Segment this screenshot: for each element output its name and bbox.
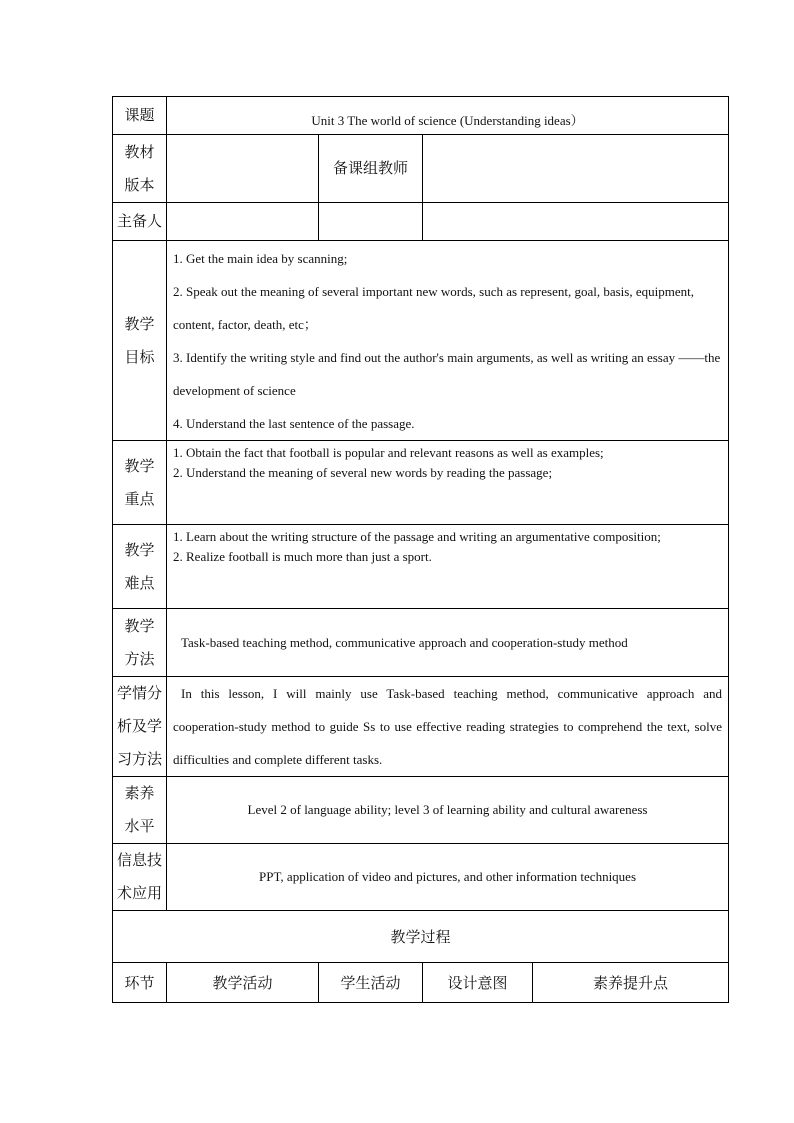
objectives-row [113, 241, 729, 441]
literacy-label-line-1: 素养 [124, 784, 155, 802]
methods-label-line-1: 教学 [124, 616, 155, 635]
lead-label: 主备人 [113, 203, 167, 241]
textbook-value [167, 135, 319, 203]
objective-item: 2. Speak out the meaning of several important new words, such as represent, goal, basis, equipment, content, factor, death, etc； [173, 283, 694, 332]
methods-label [113, 609, 167, 677]
key-points-label-line-2: 重点 [124, 489, 155, 508]
it-row [113, 844, 729, 911]
topic-label: 课题 [113, 97, 167, 135]
lead-value [167, 203, 319, 241]
lead-extra-1 [319, 203, 423, 241]
objective-item: 3. Identify the writing style and find out the author's main arguments, as well as writing an essay ——the development of science [173, 349, 721, 398]
analysis-label-line-1: 学情分 [116, 684, 162, 702]
process-title-row [113, 911, 729, 963]
difficulties-label-line-1: 教学 [124, 540, 155, 559]
textbook-label-line-2: 版本 [124, 175, 155, 194]
methods-value: Task-based teaching method, communicative approach and cooperation-study method [167, 609, 729, 677]
key-points-label [113, 441, 167, 525]
analysis-row [113, 677, 729, 777]
objectives-label-line-2: 目标 [124, 347, 155, 366]
difficulty-item: 1. Learn about the writing structure of the passage and writing an argumentative composition; [173, 529, 661, 544]
lead-row [113, 203, 729, 241]
methods-label-line-2: 方法 [124, 649, 155, 668]
it-label-line-1: 信息技 [116, 851, 162, 869]
process-header-stage: 环节 [113, 963, 167, 1003]
objectives-label [113, 241, 167, 441]
prep-group-value [423, 135, 729, 203]
key-point-item: 1. Obtain the fact that football is popular and relevant reasons as well as examples; [173, 445, 604, 460]
objective-item: 1. Get the main idea by scanning; [173, 250, 348, 266]
key-point-item: 2. Understand the meaning of several new words by reading the passage; [173, 465, 553, 480]
topic-row [113, 97, 729, 135]
objectives-content [167, 241, 729, 441]
process-title: 教学过程 [113, 911, 729, 963]
process-header-student-activity: 学生活动 [319, 963, 423, 1003]
textbook-label [113, 135, 167, 203]
process-header-literacy-point: 素养提升点 [533, 963, 729, 1003]
difficulties-row [113, 525, 729, 609]
objective-item: 4. Understand the last sentence of the passage. [173, 415, 415, 431]
process-header-row [113, 963, 729, 1003]
it-value: PPT, application of video and pictures, and other information techniques [167, 844, 729, 911]
textbook-label-line-1: 教材 [124, 142, 155, 161]
difficulty-item: 2. Realize football is much more than just a sport. [173, 549, 432, 564]
analysis-label-line-3: 习方法 [116, 750, 162, 768]
prep-group-label: 备课组教师 [319, 135, 423, 203]
process-header-teacher-activity: 教学活动 [167, 963, 319, 1003]
key-points-content [167, 441, 729, 525]
literacy-row [113, 777, 729, 844]
literacy-label [113, 777, 167, 844]
analysis-label-line-2: 析及学 [116, 717, 162, 735]
it-label-line-2: 术应用 [116, 884, 162, 902]
objectives-label-line-1: 教学 [124, 314, 155, 333]
lead-extra-2 [423, 203, 729, 241]
textbook-row [113, 135, 729, 203]
process-header-design-intent: 设计意图 [423, 963, 533, 1003]
literacy-label-line-2: 水平 [124, 817, 155, 835]
topic-value: Unit 3 The world of science (Understanding ideas） [167, 97, 729, 135]
analysis-value: In this lesson, I will mainly use Task-based teaching method, communicative approach and cooperation-study method to guide Ss to use effective reading strategies to comprehend the text, solve difficulties and complete different tasks. [167, 677, 729, 777]
difficulties-label-line-2: 难点 [124, 573, 155, 592]
it-label [113, 844, 167, 911]
lesson-plan-table [112, 96, 729, 1003]
difficulties-label [113, 525, 167, 609]
analysis-label [113, 677, 167, 777]
difficulties-content [167, 525, 729, 609]
methods-row [113, 609, 729, 677]
key-points-row [113, 441, 729, 525]
literacy-value: Level 2 of language ability; level 3 of learning ability and cultural awareness [167, 777, 729, 844]
key-points-label-line-1: 教学 [124, 456, 155, 475]
